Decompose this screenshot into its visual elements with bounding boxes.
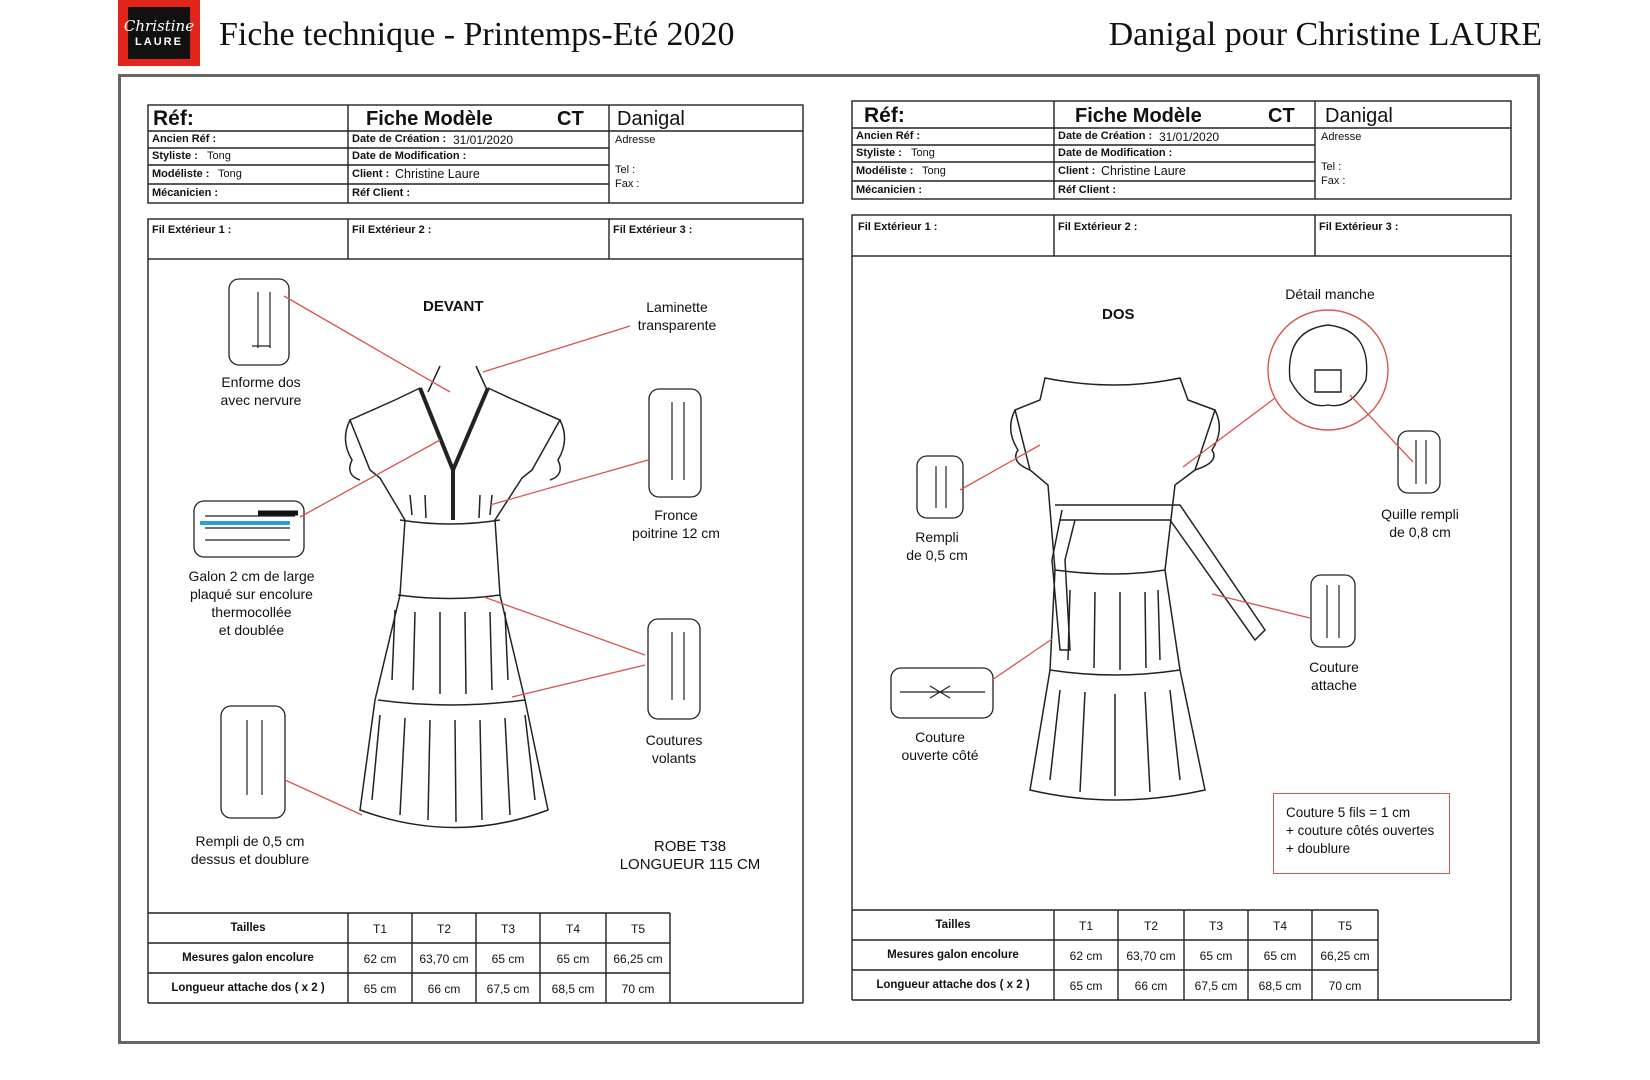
- callout-line: et doublée: [218, 622, 285, 638]
- callout-line: Fronce: [654, 507, 698, 523]
- logo-word: LAURE: [135, 35, 183, 48]
- modeliste-label: Modéliste :: [856, 165, 914, 177]
- date-modification-label: Date de Modification :: [1058, 147, 1173, 159]
- table-cell: 63,70 cm: [419, 952, 469, 966]
- date-creation-value: 31/01/2020: [453, 133, 514, 147]
- table-cell: 62 cm: [1069, 949, 1103, 963]
- table-cell: 65 cm: [491, 952, 525, 966]
- client-value: Christine Laure: [1101, 164, 1186, 178]
- callout-line: de 0,8 cm: [1389, 524, 1451, 540]
- table-header-t1: T1: [372, 922, 387, 936]
- dress-back-drawing: [1011, 378, 1265, 800]
- callout-line: Enforme dos: [221, 374, 301, 390]
- table-cell: 62 cm: [363, 952, 397, 966]
- callout-line: thermocollée: [211, 604, 292, 620]
- table-cell: 66 cm: [427, 982, 461, 996]
- fil-exterieur-3: Fil Extérieur 3 :: [1319, 221, 1399, 233]
- callout-line: ouverte côté: [901, 747, 979, 763]
- styliste-value: Tong: [207, 150, 231, 162]
- callout-line: Galon 2 cm de large: [188, 568, 315, 584]
- table-header-t4: T4: [1272, 919, 1287, 933]
- ct-label: CT: [1268, 105, 1295, 127]
- table-cell: 65 cm: [1263, 949, 1297, 963]
- callout-line: volants: [651, 750, 697, 766]
- company-name: Danigal: [1325, 105, 1393, 127]
- table-header-t2: T2: [436, 922, 451, 936]
- table-header-t5: T5: [1337, 919, 1352, 933]
- table-header-t3: T3: [1208, 919, 1223, 933]
- ref-client-label: Réf Client :: [1058, 184, 1117, 196]
- construction-note: [1273, 793, 1450, 874]
- table-header-t2: T2: [1143, 919, 1158, 933]
- table-cell: 66 cm: [1134, 979, 1168, 993]
- table-header-t1: T1: [1078, 919, 1093, 933]
- robe-line: ROBE T38: [653, 838, 727, 855]
- date-creation-label: Date de Création :: [1058, 130, 1153, 142]
- table-header-tailles: Tailles: [230, 922, 266, 934]
- table-cell: 65 cm: [1199, 949, 1233, 963]
- table-cell: 70 cm: [621, 982, 655, 996]
- client-value: Christine Laure: [395, 167, 480, 181]
- company-name: Danigal: [617, 108, 685, 130]
- date-creation-value: 31/01/2020: [1159, 130, 1220, 144]
- modeliste-label: Modéliste :: [152, 168, 210, 180]
- callout-line: Détail manche: [1285, 286, 1375, 302]
- table-header-tailles: Tailles: [935, 919, 971, 931]
- page-title: Fiche technique - Printemps-Eté 2020: [219, 16, 735, 53]
- tel-label: Tel :: [615, 164, 636, 176]
- callout-line: Laminette: [646, 299, 708, 315]
- table-cell: 70 cm: [1328, 979, 1362, 993]
- brand-attribution: Danigal pour Christine LAURE: [1108, 16, 1542, 53]
- mecanicien-label: Mécanicien :: [152, 187, 219, 199]
- table-row-label: Longueur attache dos ( x 2 ): [876, 979, 1030, 991]
- mecanicien-label: Mécanicien :: [856, 184, 923, 196]
- callout-line: dessus et doublure: [190, 851, 310, 867]
- date-modification-label: Date de Modification :: [352, 150, 467, 162]
- table-cell: 68,5 cm: [1258, 979, 1302, 993]
- fil-exterieur-3: Fil Extérieur 3 :: [613, 224, 693, 236]
- fax-label: Fax :: [1321, 175, 1346, 187]
- callout-line: Couture: [1309, 659, 1359, 675]
- table-header-t3: T3: [500, 922, 515, 936]
- modeliste-value: Tong: [218, 168, 242, 180]
- client-label: Client :: [1058, 165, 1096, 177]
- logo-script: Christine: [123, 16, 195, 35]
- ct-label: CT: [557, 108, 584, 130]
- callout-line: attache: [1311, 677, 1357, 693]
- styliste-label: Styliste :: [152, 150, 198, 162]
- modeliste-value: Tong: [922, 165, 946, 177]
- callout-line: avec nervure: [220, 392, 302, 408]
- note-line: Couture 5 fils = 1 cm: [1286, 805, 1411, 820]
- callout-quille: [1370, 505, 1470, 541]
- ref-label: Réf:: [153, 107, 194, 130]
- fil-exterieur-1: Fil Extérieur 1 :: [858, 221, 938, 233]
- callout-detail-manche: [1275, 285, 1385, 303]
- view-title-devant: DEVANT: [423, 298, 484, 315]
- fil-exterieur-2: Fil Extérieur 2 :: [352, 224, 432, 236]
- callout-line: poitrine 12 cm: [632, 525, 720, 541]
- fiche-modele-label: Fiche Modèle: [366, 108, 493, 130]
- table-row-label: Mesures galon encolure: [887, 949, 1019, 961]
- table-cell: 66,25 cm: [1320, 949, 1370, 963]
- callout-line: plaqué sur encolure: [190, 586, 313, 602]
- adresse-label: Adresse: [615, 134, 656, 146]
- table-cell: 67,5 cm: [486, 982, 530, 996]
- table-cell: 65 cm: [556, 952, 590, 966]
- table-cell: 65 cm: [1069, 979, 1103, 993]
- ref-client-label: Réf Client :: [352, 187, 411, 199]
- callout-line: transparente: [637, 317, 717, 333]
- tel-label: Tel :: [1321, 161, 1342, 173]
- callout-line: Coutures: [645, 732, 703, 748]
- callout-rempli: [892, 528, 982, 564]
- table-header-t4: T4: [565, 922, 580, 936]
- styliste-value: Tong: [911, 147, 935, 159]
- note-line: + couture côtés ouvertes: [1286, 823, 1435, 838]
- callout-line: Quille rempli: [1381, 506, 1459, 522]
- callout-line: de 0,5 cm: [906, 547, 968, 563]
- table-cell: 63,70 cm: [1126, 949, 1176, 963]
- callout-couture-ouverte: [885, 728, 995, 764]
- table-header-t5: T5: [630, 922, 645, 936]
- table-cell: 66,25 cm: [613, 952, 663, 966]
- table-row-label: Longueur attache dos ( x 2 ): [171, 982, 325, 994]
- callout-couture-attache: [1290, 658, 1378, 694]
- client-label: Client :: [352, 168, 390, 180]
- callout-line: Rempli: [915, 529, 959, 545]
- note-line: + doublure: [1286, 841, 1351, 856]
- ref-label: Réf:: [864, 104, 905, 127]
- ancien-ref: Ancien Réf :: [152, 133, 217, 145]
- adresse-label: Adresse: [1321, 131, 1362, 143]
- fiche-modele-label: Fiche Modèle: [1075, 105, 1202, 127]
- fax-label: Fax :: [615, 178, 640, 190]
- callout-line: Rempli de 0,5 cm: [195, 833, 305, 849]
- table-row-label: Mesures galon encolure: [182, 952, 314, 964]
- date-creation-label: Date de Création :: [352, 133, 447, 145]
- fil-exterieur-2: Fil Extérieur 2 :: [1058, 221, 1138, 233]
- table-cell: 68,5 cm: [551, 982, 595, 996]
- table-cell: 65 cm: [363, 982, 397, 996]
- fil-exterieur-1: Fil Extérieur 1 :: [152, 224, 232, 236]
- styliste-label: Styliste :: [856, 147, 902, 159]
- view-title-dos: DOS: [1102, 306, 1135, 323]
- ancien-ref: Ancien Réf :: [856, 130, 921, 142]
- callout-line: Couture: [915, 729, 965, 745]
- robe-line: LONGUEUR 115 CM: [619, 856, 761, 873]
- table-cell: 67,5 cm: [1194, 979, 1238, 993]
